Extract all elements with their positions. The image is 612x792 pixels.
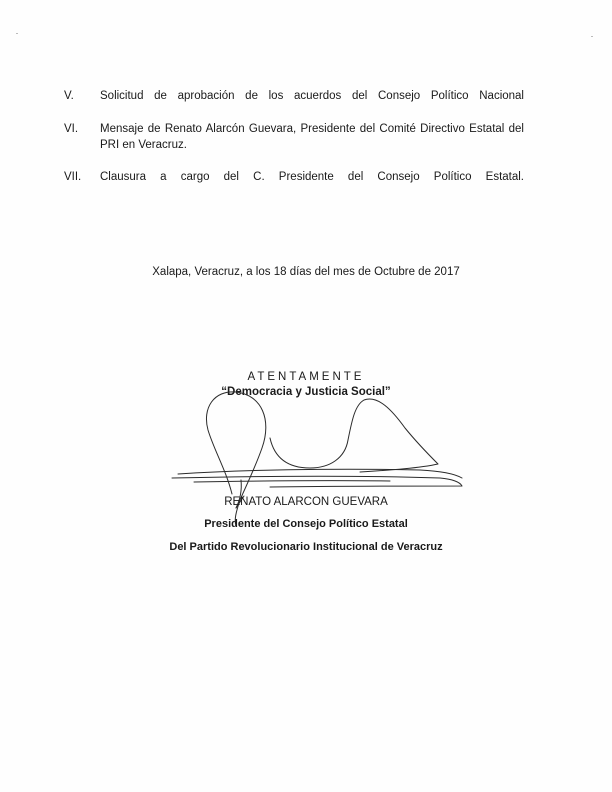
agenda-item-text: Solicitud de aprobación de los acuerdos del Consejo Político Nacional	[100, 90, 524, 102]
closing-salutation: ATENTAMENTE	[247, 371, 365, 383]
agenda-item-number: VII.	[64, 171, 82, 183]
agenda-item-text: Clausura a cargo del C. Presidente del Consejo Político Estatal.	[100, 171, 524, 183]
signer-party: Del Partido Revolucionario Institucional de Veracruz	[169, 541, 443, 553]
signer-title: Presidente del Consejo Político Estatal	[204, 518, 408, 530]
agenda-item-number: V.	[64, 90, 74, 102]
signer-name: RENATO ALARCON GUEVARA	[224, 496, 388, 508]
agenda-item-number: VI.	[64, 123, 79, 135]
agenda-item-text: Mensaje de Renato Alarcón Guevara, Presidente del Comité Directivo Estatal del PRI en Veracruz.	[100, 123, 524, 151]
closing-motto: “Democracia y Justicia Social”	[221, 386, 391, 398]
scan-speck	[591, 36, 593, 37]
scan-speck	[16, 33, 18, 34]
date-line: Xalapa, Veracruz, a los 18 días del mes de Octubre de 2017	[152, 266, 460, 278]
